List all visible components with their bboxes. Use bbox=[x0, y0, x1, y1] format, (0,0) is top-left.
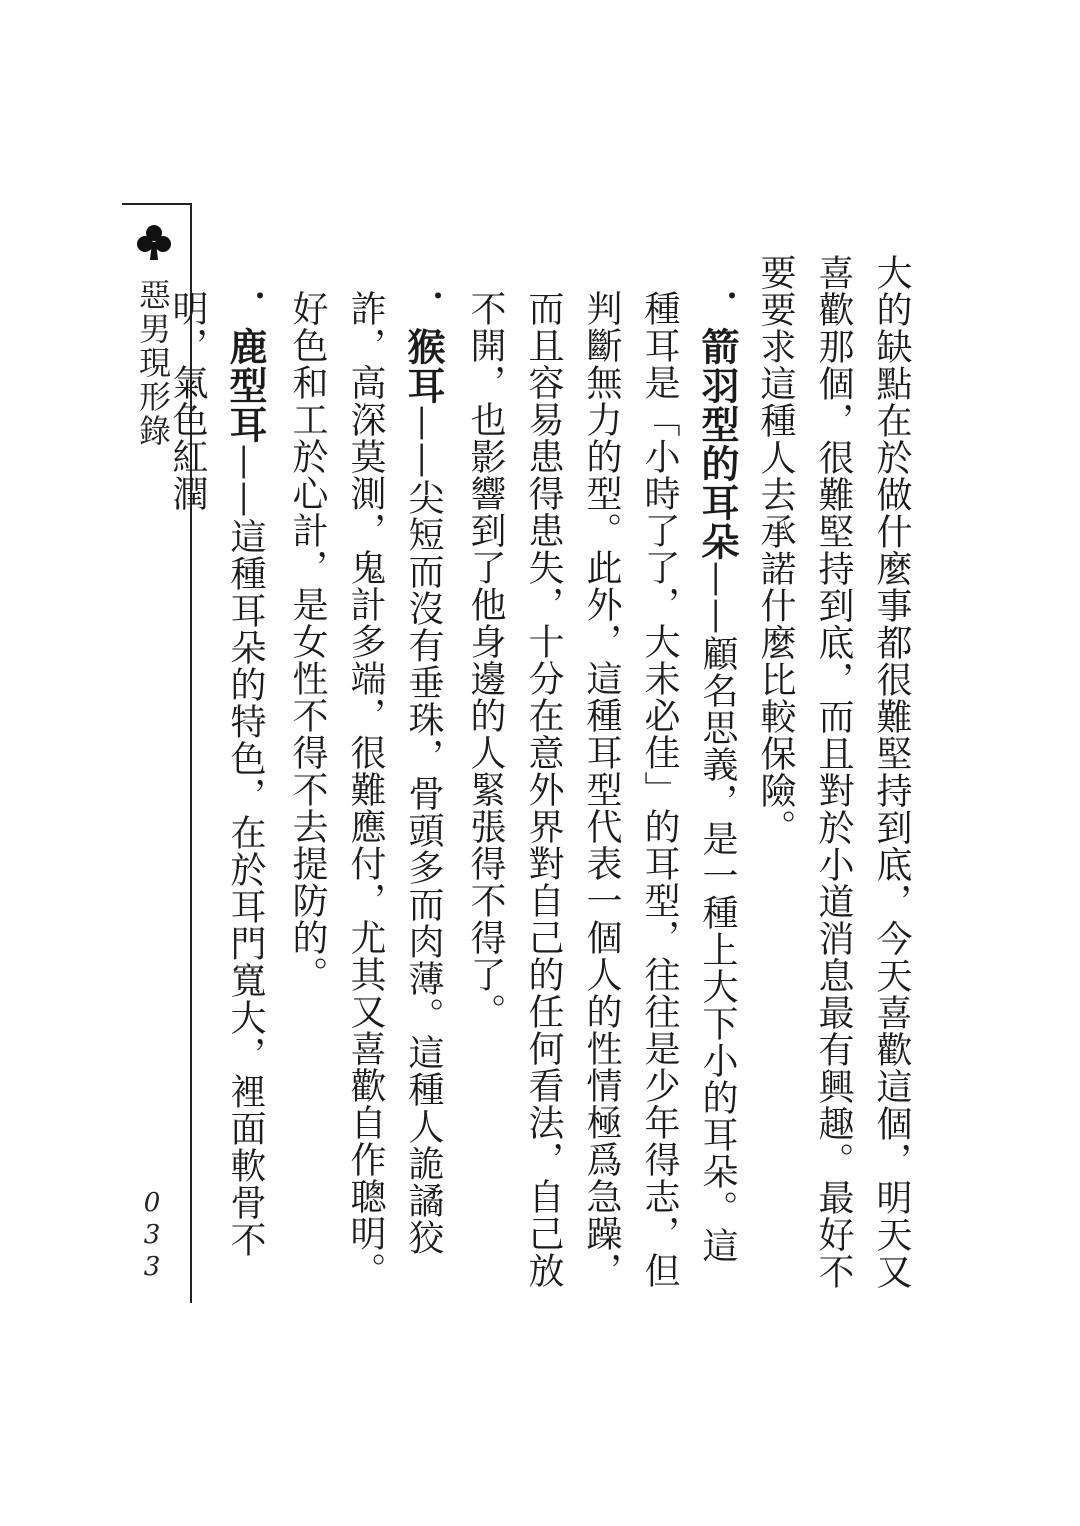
running-title: 惡男現形錄 bbox=[134, 278, 172, 448]
paragraph-2 bbox=[456, 290, 746, 1294]
paragraph-text: 尖短而沒有垂珠，骨頭多而肉薄。這種人詭譎狡詐，高深莫測，鬼計多端，很難應付，尤其又喜歡自作聰明。好色和工於心計，是女性不得不去提防的。 bbox=[287, 290, 444, 1289]
header-top-rule bbox=[122, 203, 192, 205]
term-heading: 箭羽型的耳朵 bbox=[695, 327, 739, 561]
term-heading: 猴耳 bbox=[401, 327, 445, 405]
bullet-marker: ． bbox=[697, 290, 738, 327]
paragraph-text: 顧名思義，是一種上大下小的耳朵。這種耳是「小時了了，大未必佳」的耳型，往往是少年得志，但判斷無力的型。此外，這種耳型代表一個人的性情極爲急躁，而且容易患得患失，十分在意外界對自己的任何看法，自己放不開，也影響到了他身邊的人緊張得不得了。 bbox=[465, 290, 738, 1289]
term-heading: 鹿型耳 bbox=[223, 327, 267, 444]
bullet-marker: ． bbox=[225, 290, 266, 327]
page-number: 033 bbox=[137, 1188, 167, 1284]
em-dash: —— bbox=[225, 444, 266, 518]
paragraph-4 bbox=[158, 290, 274, 1294]
bullet-marker: ． bbox=[403, 290, 444, 327]
em-dash: —— bbox=[403, 405, 444, 479]
paragraph-text: 這種耳朵的特色，在於耳門寬大，裡面軟骨不明，氣色紅潤 bbox=[167, 290, 266, 1258]
em-dash: —— bbox=[697, 561, 738, 635]
paragraph-1: 大的缺點在於做什麼事都很難堅持到底，今天喜歡這個，明天又喜歡那個，很難堅持到底，而且對於小道消息最有興趣。最好不要要求這種人去承諾什麼比較保險。 bbox=[755, 254, 912, 1290]
paragraph-3 bbox=[278, 290, 452, 1294]
main-text-block bbox=[154, 254, 920, 1294]
